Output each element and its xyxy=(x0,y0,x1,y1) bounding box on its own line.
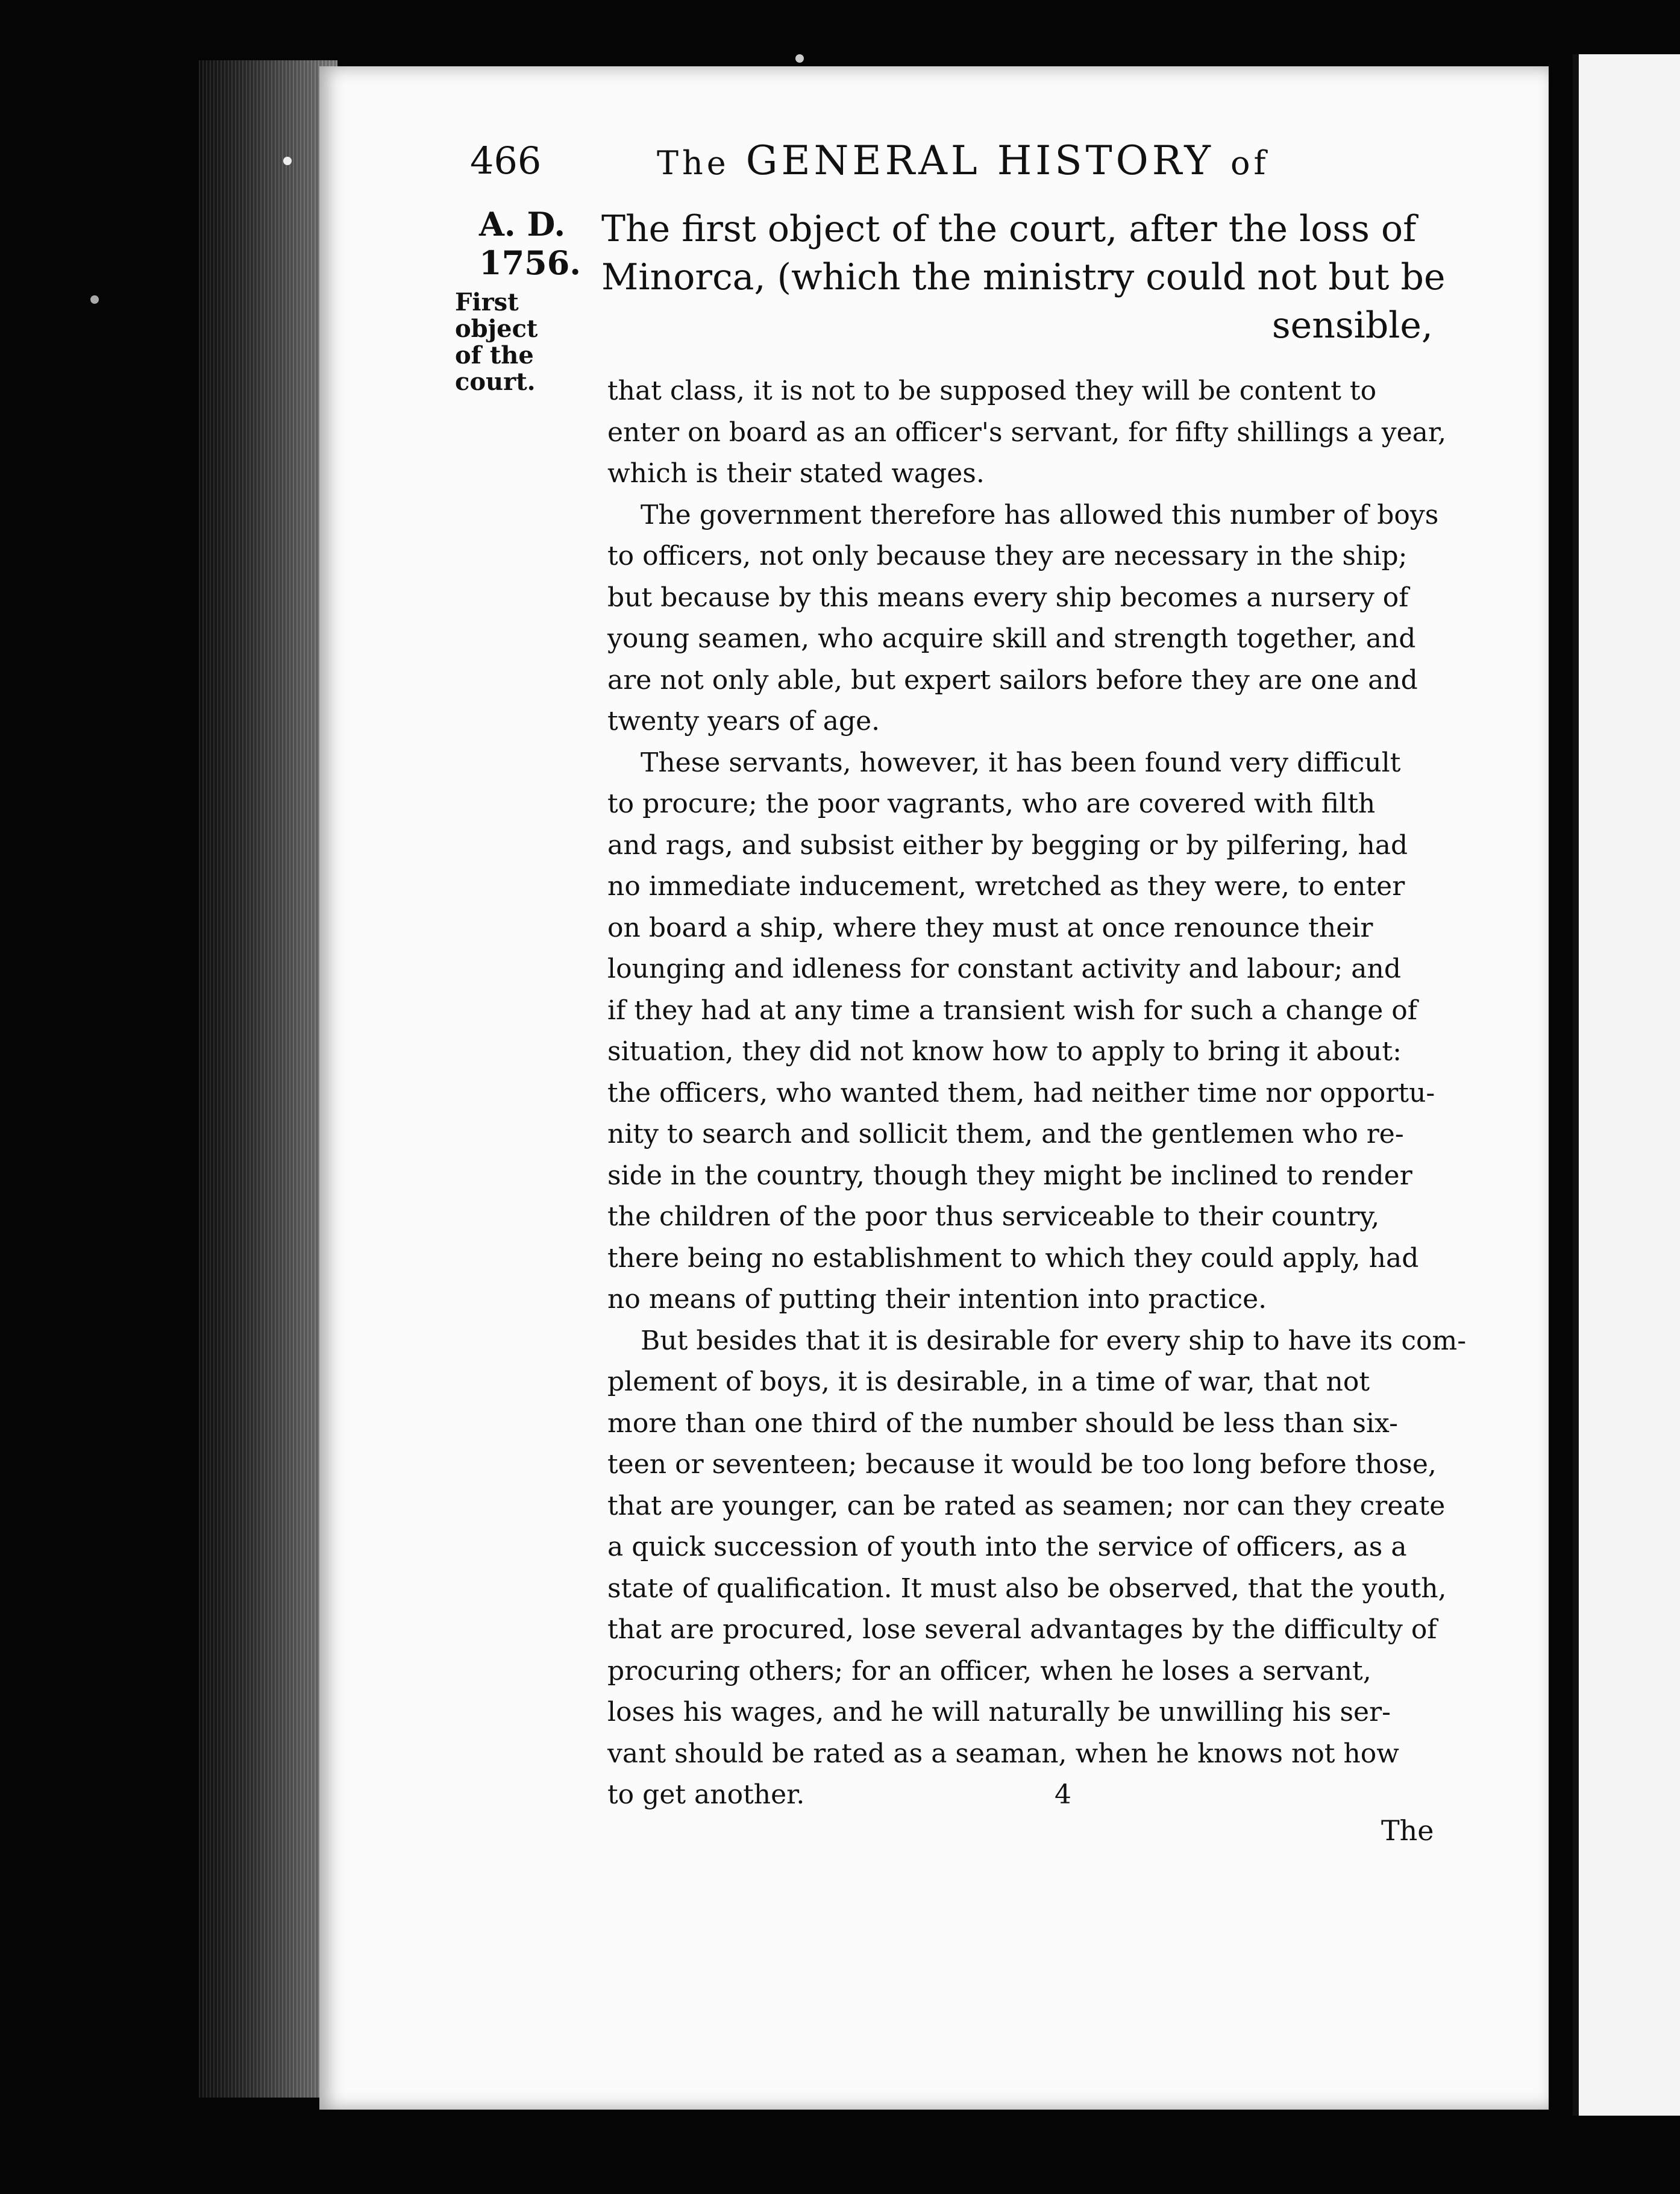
scan-speck xyxy=(795,54,804,63)
text-line: the children of the poor thus serviceable to their country, xyxy=(607,1201,1380,1232)
margin-date xyxy=(479,205,581,282)
text-line: vant should be rated as a seaman, when he knows not how xyxy=(607,1738,1399,1769)
scan-speck xyxy=(90,295,99,304)
marginal-note-line: court. xyxy=(455,368,536,396)
text-line: and rags, and subsist either by begging or by pilfering, had xyxy=(607,829,1408,861)
text-line: These servants, however, it has been found very difficult xyxy=(641,747,1401,778)
text-line: plement of boys, it is desirable, in a time of war, that not xyxy=(607,1366,1370,1397)
catchword: The xyxy=(1381,1814,1434,1847)
text-line: are not only able, but expert sailors before they are one and xyxy=(607,664,1418,696)
text-line: to get another. xyxy=(607,1779,805,1810)
text-line: that are procured, lose several advantages by the difficulty of xyxy=(607,1614,1437,1645)
lead-line: Minorca, (which the ministry could not but be xyxy=(601,256,1446,298)
facing-page-edge xyxy=(1573,54,1680,2116)
running-head-of: of xyxy=(1230,144,1270,182)
text-line: The government therefore has allowed this number of boys xyxy=(641,499,1439,530)
text-line: to procure; the poor vagrants, who are covered with filth xyxy=(607,788,1376,819)
text-line: loses his wages, and he will naturally be unwilling his ser- xyxy=(607,1697,1391,1727)
marginal-note xyxy=(455,289,594,395)
text-line: lounging and idleness for constant activity and labour; and xyxy=(607,954,1402,984)
text-line: procuring others; for an officer, when he loses a servant, xyxy=(607,1655,1371,1686)
text-line: teen or seventeen; because it would be too long before those, xyxy=(607,1449,1437,1480)
running-head-title: GENERAL HISTORY xyxy=(745,137,1214,184)
text-line: enter on board as an officer's servant, for fifty shillings a year, xyxy=(607,416,1447,448)
text-line: no means of putting their intention into practice. xyxy=(607,1284,1267,1315)
text-line: state of qualification. It must also be observed, that the youth, xyxy=(607,1573,1447,1604)
body-text xyxy=(607,371,1467,1816)
text-line: which is their stated wages. xyxy=(607,458,985,489)
text-line: the officers, who wanted them, had neither time nor opportu- xyxy=(607,1077,1435,1108)
ad-year: 1756. xyxy=(479,244,581,282)
text-line: no immediate inducement, wretched as they were, to enter xyxy=(607,871,1405,902)
text-line: on board a ship, where they must at once renounce their xyxy=(607,912,1373,943)
running-head-the: The xyxy=(657,144,730,182)
running-head xyxy=(657,137,1269,184)
marginal-note-line: of the xyxy=(455,341,534,369)
text-line: But besides that it is desirable for every ship to have its com- xyxy=(641,1325,1467,1356)
text-line: twenty years of age. xyxy=(607,706,880,737)
text-line: to officers, not only because they are necessary in the ship; xyxy=(607,541,1408,571)
scan-speck xyxy=(283,157,292,165)
text-line: nity to search and sollicit them, and the gentlemen who re- xyxy=(607,1119,1404,1149)
text-line: a quick succession of youth into the service of officers, as a xyxy=(607,1532,1407,1562)
text-line: that are younger, can be rated as seamen; nor can they create xyxy=(607,1490,1446,1521)
text-line: there being no establishment to which they could apply, had xyxy=(607,1242,1419,1274)
lead-paragraph xyxy=(601,205,1446,350)
lead-line: sensible, xyxy=(1271,304,1433,347)
text-line: young seamen, who acquire skill and strength together, and xyxy=(607,623,1416,654)
signature-mark: 4 xyxy=(1055,1779,1071,1810)
marginal-note-line: First object xyxy=(455,288,538,343)
text-line: if they had at any time a transient wish for such a change of xyxy=(607,995,1418,1026)
text-line: that class, it is not to be supposed they will be content to xyxy=(607,376,1377,406)
book-page xyxy=(319,66,1549,2110)
text-line: more than one third of the number should be less than six- xyxy=(607,1407,1398,1439)
lead-line: The first object of the court, after the loss of xyxy=(601,208,1417,250)
book-spine-edge xyxy=(199,60,337,2098)
text-line: but because by this means every ship becomes a nursery of xyxy=(607,582,1409,613)
page-number: 466 xyxy=(470,139,542,183)
text-line: situation, they did not know how to apply to bring it about: xyxy=(607,1036,1402,1067)
text-line: side in the country, though they might be inclined to render xyxy=(607,1160,1412,1191)
page-edges-texture xyxy=(199,60,337,2098)
ad-label: A. D. xyxy=(479,205,566,244)
